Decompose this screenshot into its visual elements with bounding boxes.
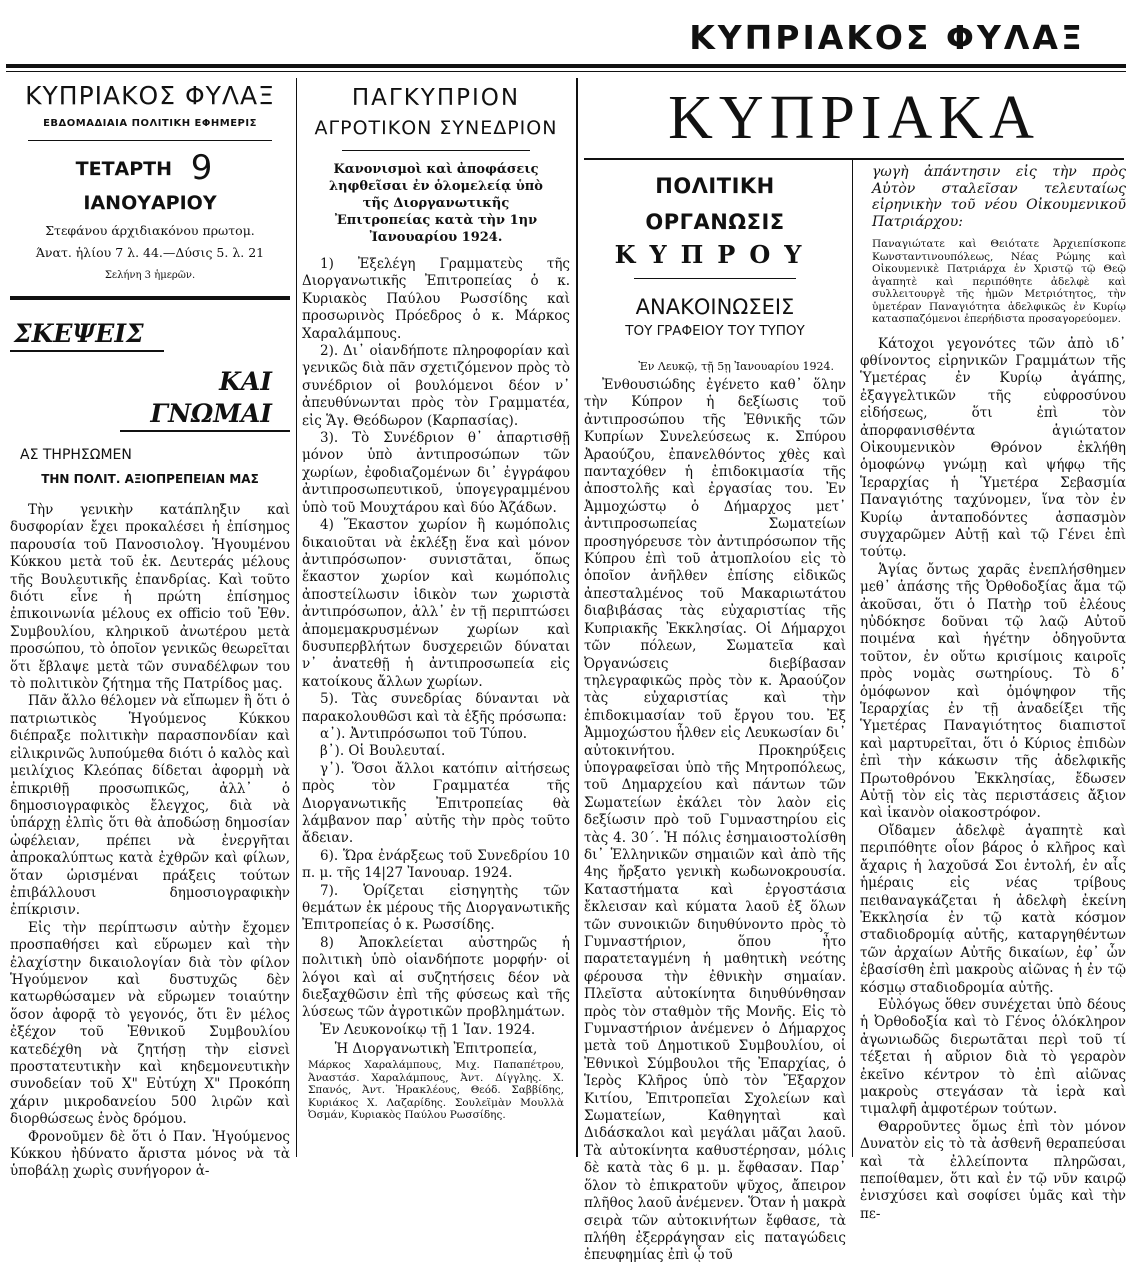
- signatory-names: Μάρκος Χαραλάμπους, Μιχ. Παπαπέτρου, Ἀναστάσ. Χαραλάμπους, Ἀντ. Δίγγλης. Χ. Σπανός, Ἀντ. Ἡρακλέους, Θεόδ. Σαββίδης, Κυριάκος Χ. Λαζαρίδης. Σουλεϊμὰν Μουλλὰ Ὀσμάν, Κυριακὸς Παύλου Ρωσσίδης.: [308, 1059, 564, 1122]
- running-title: ΚΥΠΡΙΑΚΟΣ ΦΥΛΑΞ: [689, 18, 1085, 57]
- header-rule-thin: [6, 71, 1126, 72]
- paper-subtitle: ΕΒΔΟΜΑΔΙΑΙΑ ΠΟΛΙΤΙΚΗ ΕΦΗΜΕΡΙΣ: [43, 118, 257, 129]
- press-rule: [634, 278, 796, 279]
- title-rule: [342, 150, 530, 151]
- press-heading-2: ΚΥΠΡΟΥ: [614, 240, 816, 269]
- article-subheading-2: ΤΗΝ ΠΟΛΙΤ. ΑΞΙΟΠΡΕΠΕΙΑΝ ΜΑΣ: [41, 472, 259, 486]
- rule-paragraph: 8) Ἀποκλείεται αὐστηρῶς ἡ πολιτικὴ ὑπὸ οἱανδήποτε μορφήν· οἱ λόγοι καὶ αἱ συζητήσεις δέον νὰ διεξαχθῶσιν ἐπὶ τῆς φύσεως καὶ τῆς λύσεως τῶν ἀγροτικῶν προβλημάτων.: [302, 934, 570, 1021]
- paper-name: ΚΥΠΡΙΑΚΟΣ ΦΥΛΑΞ: [25, 81, 275, 110]
- rule-paragraph: 4) Ἕκαστον χωρίον ἢ κωμόπολις δικαιοῦται νὰ ἐκλέξῃ ἕνα καὶ μόνον ἀντιπρόσωπον· συνιστᾶται, ὅπως ἕκαστον χωρίον καὶ κωμόπολις ἀποστείλωσιν ἰδικὸν των χωριστὰ ἀντιπρόσωπον, ἀλλ᾿ ἐν τῇ περιπτώσει ἀπομεμακρυσμένων χωρίων καὶ δυσυπερβλήτων δυσχερειῶν δύναται ν᾿ ἀνατεθῇ ἡ ἀντιπροσωπεία εἰς κατοίκους ἄλλων χωρίων.: [302, 517, 570, 690]
- section-title: ΚΥΠΡΙΑΚΑ: [668, 84, 1040, 152]
- header-rule-thick: [6, 64, 1126, 68]
- rule-paragraph: γ᾿). Ὅσοι ἄλλοι κατόπιν αἰτήσεως πρὸς τὸν Γραμματέα τῆς Διοργανωτικῆς Ἐπιτροπείας θὰ λάμβανον παρ᾿ αὐτῆς τὴν πρὸς τοῦτο ἄδειαν.: [302, 760, 570, 847]
- announcements-subheading: ΤΟΥ ΓΡΑΦΕΙΟΥ ΤΟΥ ΤΥΠΟΥ: [625, 323, 805, 339]
- press-column: [584, 164, 846, 1264]
- article-paragraph: Εἰς τὴν περίπτωσιν αὐτὴν ἔχομεν προσπαθήσει καὶ εὕρωμεν καὶ τὴν ἐλαχίστην δικαιολογίαν διὰ τὸν φίλον Ἡγούμενον καὶ δυστυχῶς δὲν κατωρθώσαμεν νὰ εὕρωμεν τοιαύτην ὅσον ἀφορᾷ τὸ γεγονός, ὅτι ἓν μέλος ἐξέχον τοῦ Ἐθνικοῦ Συμβουλίου κατεδέχθη νὰ ζητήσῃ τὴν εἰσνεὶ προστατευτικὴν καὶ κηδεμονευτικὴν συνοδείαν τοῦ Χ" Εὐτύχη Χ" Προκόπη χάριν μικροδανείου 500 λιρῶν καὶ διορθώσεως ἑνὸς δρόμου.: [10, 919, 290, 1128]
- article-heading-2: ΚΑΙ ΓΝΩΜΑΙ: [120, 366, 290, 432]
- press-paragraph: Ἐνθουσιώδης ἐγένετο καθ᾿ ὅλην τὴν Κύπρον ἡ δεξίωσις τοῦ ἀντιπροσώπου τῆς Ἐθνικῆς τῶν Κυπρίων Συνελεύσεως κ. Σπύρου Ἀραούζου, ἐπανελθόντος χθὲς καὶ πανταχόθεν ἡ ἐπιδοκιμασία τῆς ἀποστολῆς καὶ ἐργασίας του. Ἐν Ἀμμοχώστῳ ὁ Δήμαρχος μετ᾿ ἀντιπροσωπείας Σωματείων προσηγόρευσε τὸν ἀντιπρόσωπον τῆς Κύπρου ἐπὶ τοῦ ἀτμοπλοίου εἰς τὸ ὁποῖον ἀνῆλθεν ἐπίσης εἰδικῶς ἀπεσταλμένος τοῦ Μακαριωτάτου διαβιβάσας τὰς εὐχαριστίας τῆς Κυπριακῆς Ἐκκλησίας. Οἱ Δήμαρχοι τῶν πόλεων, Σωματεῖα καὶ Ὀργανώσεις διεβίβασαν τηλεγραφικῶς πρὸς τὸν κ. Ἀραούζον τὰς εὐχαριστίας καὶ τὴν ἐπιδοκιμασίαν τοῦ ἔργου του. Ἐξ Ἀμμοχώστου ἦλθεν εἰς Λευκωσίαν δι᾿ αὐτοκινήτου. Προκηρύξεις ὑπογραφεῖσαι ὑπὸ τῆς Μητροπόλεως, τοῦ Δημαρχείου καὶ πάντων τῶν Σωματείων ἐκάλει τὸν λαὸν εἰς δεξίωσιν πρὸ τοῦ Γυμναστηρίου εἰς τὰς 4. 30΄. Ἡ πόλις ἐσημαιοστολίσθη δι᾿ Ἑλληνικῶν σημαιῶν καὶ ἀπὸ τῆς 4ης ἤρξατο γενικὴ κωδωνοκρουσία. Καταστήματα καὶ ἐργοστάσια ἔκλεισαν καὶ κύματα λαοῦ ἐξ ὅλων τῶν συνοικιῶν διηυθύνοντο πρὸς τὸ Γυμναστήριον, ὅπου ἦτο παρατεταγμένη ἡ μαθητικὴ νεότης φέρουσα τὴν ἐθνικὴν σημαίαν. Πλεῖστα αὐτοκίνητα διηυθύνθησαν πρὸς τὸν σταθμὸν τῆς Μονῆς. Εἰς τὸ Γυμναστήριον ἀνέμενεν ὁ Δήμαρχος μετὰ τοῦ Δημοτικοῦ Συμβουλίου, οἱ Ἐθνικοὶ Σύμβουλοι τῆς Ἐπαρχίας, ὁ Ἱερὸς Κλῆρος ὑπὸ τὸν Ἔξαρχον Κιτίου, Ἐπιτροπεῖαι Σχολείων καὶ Σωματείων, Καθηγηταὶ καὶ Διδάσκαλοι καὶ μεγάλαι μᾶζαι λαοῦ. Τὰ αὐτοκίνητα καθυστέρησαν, μόλις δὲ κατὰ τὰς 6 μ. μ. ἔφθασαν. Παρ᾿ ὅλον τὸ ἐπικρατοῦν ψῦχος, ἄπειρον πλῆθος λαοῦ ἀνέμενεν. Ὅταν ἡ μακρὰ σειρὰ τῶν αὐτοκινήτων ἔφθασε, τὰ πλήθη ἐξερράγησαν εἰς παταγώδεις ἐπευφημίας ἐπὶ ᾧ τοῦ: [584, 377, 846, 1264]
- congress-title: ΠΑΓΚΥΠΡΙΟΝ: [351, 85, 521, 111]
- rule-paragraph: 6). Ὥρα ἐνάρξεως τοῦ Συνεδρίου 10 π. μ. τῆς 14|27 Ἰανουαρ. 1924.: [302, 847, 570, 882]
- rule-paragraph: 3). Τὸ Συνέδριον θ᾿ ἀπαρτισθῇ μόνον ὑπὸ ἀντιπροσώπων τῶν χωρίων, ἐφοδιαζομένων δι᾿ ἐγγράφου ἀντιπροσωπευτικοῦ, ὑπογεγραμμένου ὑπὸ τοῦ Μουχτάρου καὶ δύο Ἀζάδων.: [302, 430, 570, 516]
- announcements-heading: ΑΝΑΚΟΙΝΩΣΕΙΣ: [635, 295, 795, 319]
- letter-paragraph: Εὐλόγως ὅθεν συνέχεται ὑπὸ δέους ἡ Ὀρθοδοξία καὶ τὸ Γένος ὁλόκληρον ἀγωνιωδῶς διερωτᾶται περὶ τοῦ τί τέξεται ἡ αὔριον διὰ τὸ γεραρὸν ἐκεῖνο κέντρον τὸ ἐπὶ αἰῶνας μακροὺς στεγάσαν τὰ ἱερὰ καὶ τιμαλφῆ ἀμφοτέρων τούτων.: [860, 996, 1126, 1118]
- column-divider: [296, 78, 297, 1157]
- letter-paragraph: Κάτοχοι γεγονότες τῶν ἀπὸ ιδ᾿ φθίνοντος εἰρηνικῶν Γραμμάτων τῆς Ὑμετέρας ἐν Κυρίῳ ἀγάπης, ἐξαγγελτικῶν τῆς εὐφροσύνου εἰδήσεως, ὅτι ἐπὶ τὸν ἀπορφανισθέντα ἁγιώτατον Οἰκουμενικὸν Θρόνον ἐκλήθη ὁμοφώνῳ γνώμῃ καὶ ψήφῳ τῆς Ἱεραρχίας ἡ Ὑμετέρα Σεβασμία Παναγιότης ταχύνομεν, ἵνα τὸν ἐν Κυρίῳ ἀνταποδόντες ἀσπασμὸν συγχαρῶμεν Αὐτῇ καὶ τῷ Γένει ἐπὶ τούτῳ.: [860, 335, 1126, 561]
- signatory: Ἡ Διοργανωτικὴ Ἐπιτροπεία,: [334, 1041, 538, 1058]
- section-title-rule: [584, 158, 1124, 160]
- date-number: 9: [190, 148, 213, 188]
- article-subheading: ΑΣ ΤΗΡΗΣΩΜΕΝ: [20, 447, 132, 463]
- section-rule: [10, 296, 290, 300]
- rule-paragraph: β᾿). Οἱ Βουλευταί.: [320, 743, 446, 760]
- rule-paragraph: 5). Τὰς συνεδρίας δύνανται νὰ παρακολουθῶσι καὶ τὰ ἑξῆς πρόσωπα:: [302, 691, 570, 725]
- salutation: Παναγιώτατε καὶ Θειότατε Ἀρχιεπίσκοπε Κωνσταντινουπόλεως, Νέας Ρώμης καὶ Οἰκουμενικὲ Πατριάρχα ἐν Χριστῷ τῷ Θεῷ ἀγαπητὲ καὶ περιπόθητε ἀδελφὲ καὶ συλλειτουργὲ τῆς ἡμῶν Μετριότητος, τὴν ὑμετέραν Παναγιότητα ἀδελφικῶς ἐν Κυρίῳ κατασπαζόμενοι ἐπερήδιστα προσαγορεύομεν.: [872, 238, 1126, 325]
- masthead-rule: [28, 140, 272, 141]
- masthead-column: [10, 78, 290, 1180]
- letter-paragraph: Ἁγίας ὄντως χαρᾶς ἐνεπλήσθημεν μεθ᾿ ἁπάσης τῆς Ὀρθοδοξίας ἅμα τῷ ἀκοῦσαι, ὅτι ὁ Πατὴρ τοῦ ἐλέους ηὐδόκησε δοῦναι τῷ λαῷ Αὐτοῦ ποιμένα καὶ ἡγέτην ὁδηγοῦντα τοῦτον, ἐν οὕτω κρισίμοις καιροῖς πρὸς νομὰς σωτηρίους. Τὸ δ᾿ ὁμόφωνον καὶ ὁμόψηφον τῆς Ἱεραρχίας ἐν τῇ ἀναδείξει τῆς Ὑμετέρας Παναγιότητος διαπιστοῖ καὶ μαρτυρεῖται, ὅτι ὁ Κύριος ἐπιδὼν ἐπὶ τὴν κάκωσιν τῆς ἀδελφικῆς Πρωτοθρόνου Ἐκκλησίας, ἔδωσεν Αὐτῇ τὸν εἰς τὰς περιστάσεις ἄξιον καὶ ἱκανὸν οἰακοστρόφον.: [860, 561, 1126, 822]
- article-heading: ΣΚΕΨΕΙΣ: [10, 318, 164, 352]
- date-month: ΙΑΝΟΥΑΡΙΟΥ: [83, 192, 217, 214]
- sunrise-sunset: Άνατ. ἡλίου 7 λ. 44.—Δύσις 5. λ. 21: [35, 245, 265, 260]
- dateline: Ἐν Λευκῷ, τῇ 5ῃ Ἰανουαρίου 1924.: [638, 360, 834, 373]
- letter-paragraph: Θαρροῦντες ὅμως ἐπὶ τὸν μόνον Δυνατὸν εἰς τὸ τὰ ἀσθενῆ θεραπεύσαι καὶ τὰ ἐλλείποντα πληρῶσαι, πεποίθαμεν, ὅτι καὶ ἐν τῷ νῦν καιρῷ ἐνισχύσει καὶ σοφίσει ὑμᾶς καὶ τὴν πε-: [860, 1118, 1126, 1222]
- moon-phase: Σελήνη 3 ἡμερῶν.: [104, 270, 196, 281]
- congress-column: [302, 82, 570, 1157]
- rule-paragraph: α᾿). Ἀντιπρόσωποι τοῦ Τύπου.: [320, 725, 527, 742]
- saint-of-day: Στεφάνου άρχιδιακόνου πρωτομ.: [45, 223, 255, 238]
- congress-intro: Κανονισμοὶ καὶ ἀποφάσεις ληφθεῖσαι ἐν ὁλομελείᾳ ὑπὸ τῆς Διοργανωτικῆς Ἐπιτροπείας κατὰ τὴν 1ην Ἰανουαρίου 1924.: [329, 162, 543, 245]
- date-weekday: ΤΕΤΑΡΤΗ: [75, 158, 173, 180]
- column-divider: [852, 160, 853, 1157]
- press-heading: ΠΟΛΙΤΙΚΗ ΟΡΓΑΝΩΣΙΣ: [645, 174, 785, 234]
- rule-paragraph: 2). Δι᾿ οἱανδήποτε πληροφορίαν καὶ γενικῶς διὰ πᾶν σχετιζόμενον πρὸς τὸ συνέδριον οἱ βουλόμενοι δέον ν᾿ ἀπευθύνωνται πρὸς τὸν Γραμματέα, εἰς Ἅγ. Θεόδωρον (Καρπασίας).: [302, 343, 570, 429]
- letter-paragraph: Οἴδαμεν ἀδελφὲ ἀγαπητὲ καὶ περιπόθητε οἷον βάρος ὁ κλῆρος καὶ ἄχαρις ἡ λαχοῦσά Σοι ἐντολή, ἐν αἷς ἡμέραις εἰς νέας τρίβους πειθαναγκάζεται ἡ ἀδελφὴ ἐκείνη Ἐκκλησία ἐν τῷ κατὰ κόσμον σταδιοδρομίᾳ αὐτῆς, καταργηθέντων τῶν ἀρχαίων Αὐτῆς δικαίων, ἐφ᾿ ὧν ἐβασίσθη ἐπὶ μακροὺς αἰῶνας ἡ ἐν τῷ κόσμῳ σταδιοδρομία αὐτῆς.: [860, 822, 1126, 996]
- article-paragraph: Τὴν γενικὴν κατάπληξιν καὶ δυσφορίαν ἔχει προκαλέσει ἡ ἐπίσημος παρουσία τοῦ Πανοσιολογ. Ἡγουμένου Κύκκου μετὰ τοῦ ἐκ. Δευτεράς μέλους τῆς Βουλευτικῆς ἐπανδρίας. Καὶ τοῦτο διότι εἶνε ἡ πρώτη ἐπίσημος ἐπικοινωνία μέλους ex officio τοῦ Ἐθν. Συμβουλίου, κληρικοῦ ἀνωτέρου μετὰ προσώπου, τὸ ὁποῖον γενικῶς θεωρεῖται ὅτι ἔβλαψε μετὰ τῶν συναδέλφων του τὸ πολιτικὸν ζήτημα τῆς Πατρίδος μας.: [10, 502, 290, 693]
- rule-paragraph: 7). Ὁρίζεται εἰσηγητὴς τῶν θεμάτων ἐκ μέρους τῆς Διοργανωτικῆς Ἐπιτροπείας ὁ κ. Ρωσσίδης.: [302, 882, 570, 934]
- lead-text: γωγὴ ἀπάντησιν εἰς τὴν πρὸς Αὐτὸν σταλεῖσαν τελευταίως εἰρηνικὴν τοῦ νέου Οἰκουμενικοῦ Πατριάρχου:: [872, 164, 1126, 230]
- column-divider: [576, 78, 578, 1157]
- church-column: [860, 164, 1126, 1222]
- article-paragraph: Φρονοῦμεν δὲ ὅτι ὁ Παν. Ἡγούμενος Κύκκου ἠδύνατο ἄριστα μόνος νὰ τὰ ὑποβάλῃ χωρὶς συνήγορον ἀ-: [10, 1128, 290, 1180]
- article-paragraph: Πᾶν ἄλλο θέλομεν νὰ εἴπωμεν ἢ ὅτι ὁ πατριωτικὸς Ἡγούμενος Κύκκου διέπραξε πολιτικὴν παρασπονδίαν καὶ εἰλικρινῶς λυπούμεθα διότι ὁ καλὸς καὶ μειλίχιος Κλεόπας δίδεται ἀφορμὴ νὰ ἐπικριθῇ προσωπικῶς, ἀλλ᾿ ὁ δημοσιογραφικὸς ἔλεγχος, διὰ νὰ ὑπάρχῃ ἐλπὶς ὅτι θὰ ἀποδώσῃ δημοσίαν ὠφέλειαν, πρέπει νὰ ἐνεργῆται ἀπροκαλύπτως κατὰ ἐχθρῶν καὶ φίλων, ὅταν ὡρισμέναι πράξεις τούτων ἐπιβάλλουσι δημοσιογραφικὴν ἐπίκρισιν.: [10, 693, 290, 919]
- place-date: Ἐν Λευκονοίκῳ τῇ 1 Ἰαν. 1924.: [320, 1021, 536, 1038]
- rule-paragraph: 1) Ἐξελέγη Γραμματεὺς τῆς Διοργανωτικῆς Ἐπιτροπείας ὁ κ. Κυριακὸς Παύλου Ρωσσίδης καὶ προσωρινὸς Πρόεδρος ὁ κ. Μάρκος Χαραλάμπους.: [302, 256, 570, 342]
- congress-title-2: ΑΓΡΟΤΙΚΟΝ ΣΥΝΕΔΡΙΟΝ: [314, 117, 558, 139]
- issue-date: [10, 148, 290, 220]
